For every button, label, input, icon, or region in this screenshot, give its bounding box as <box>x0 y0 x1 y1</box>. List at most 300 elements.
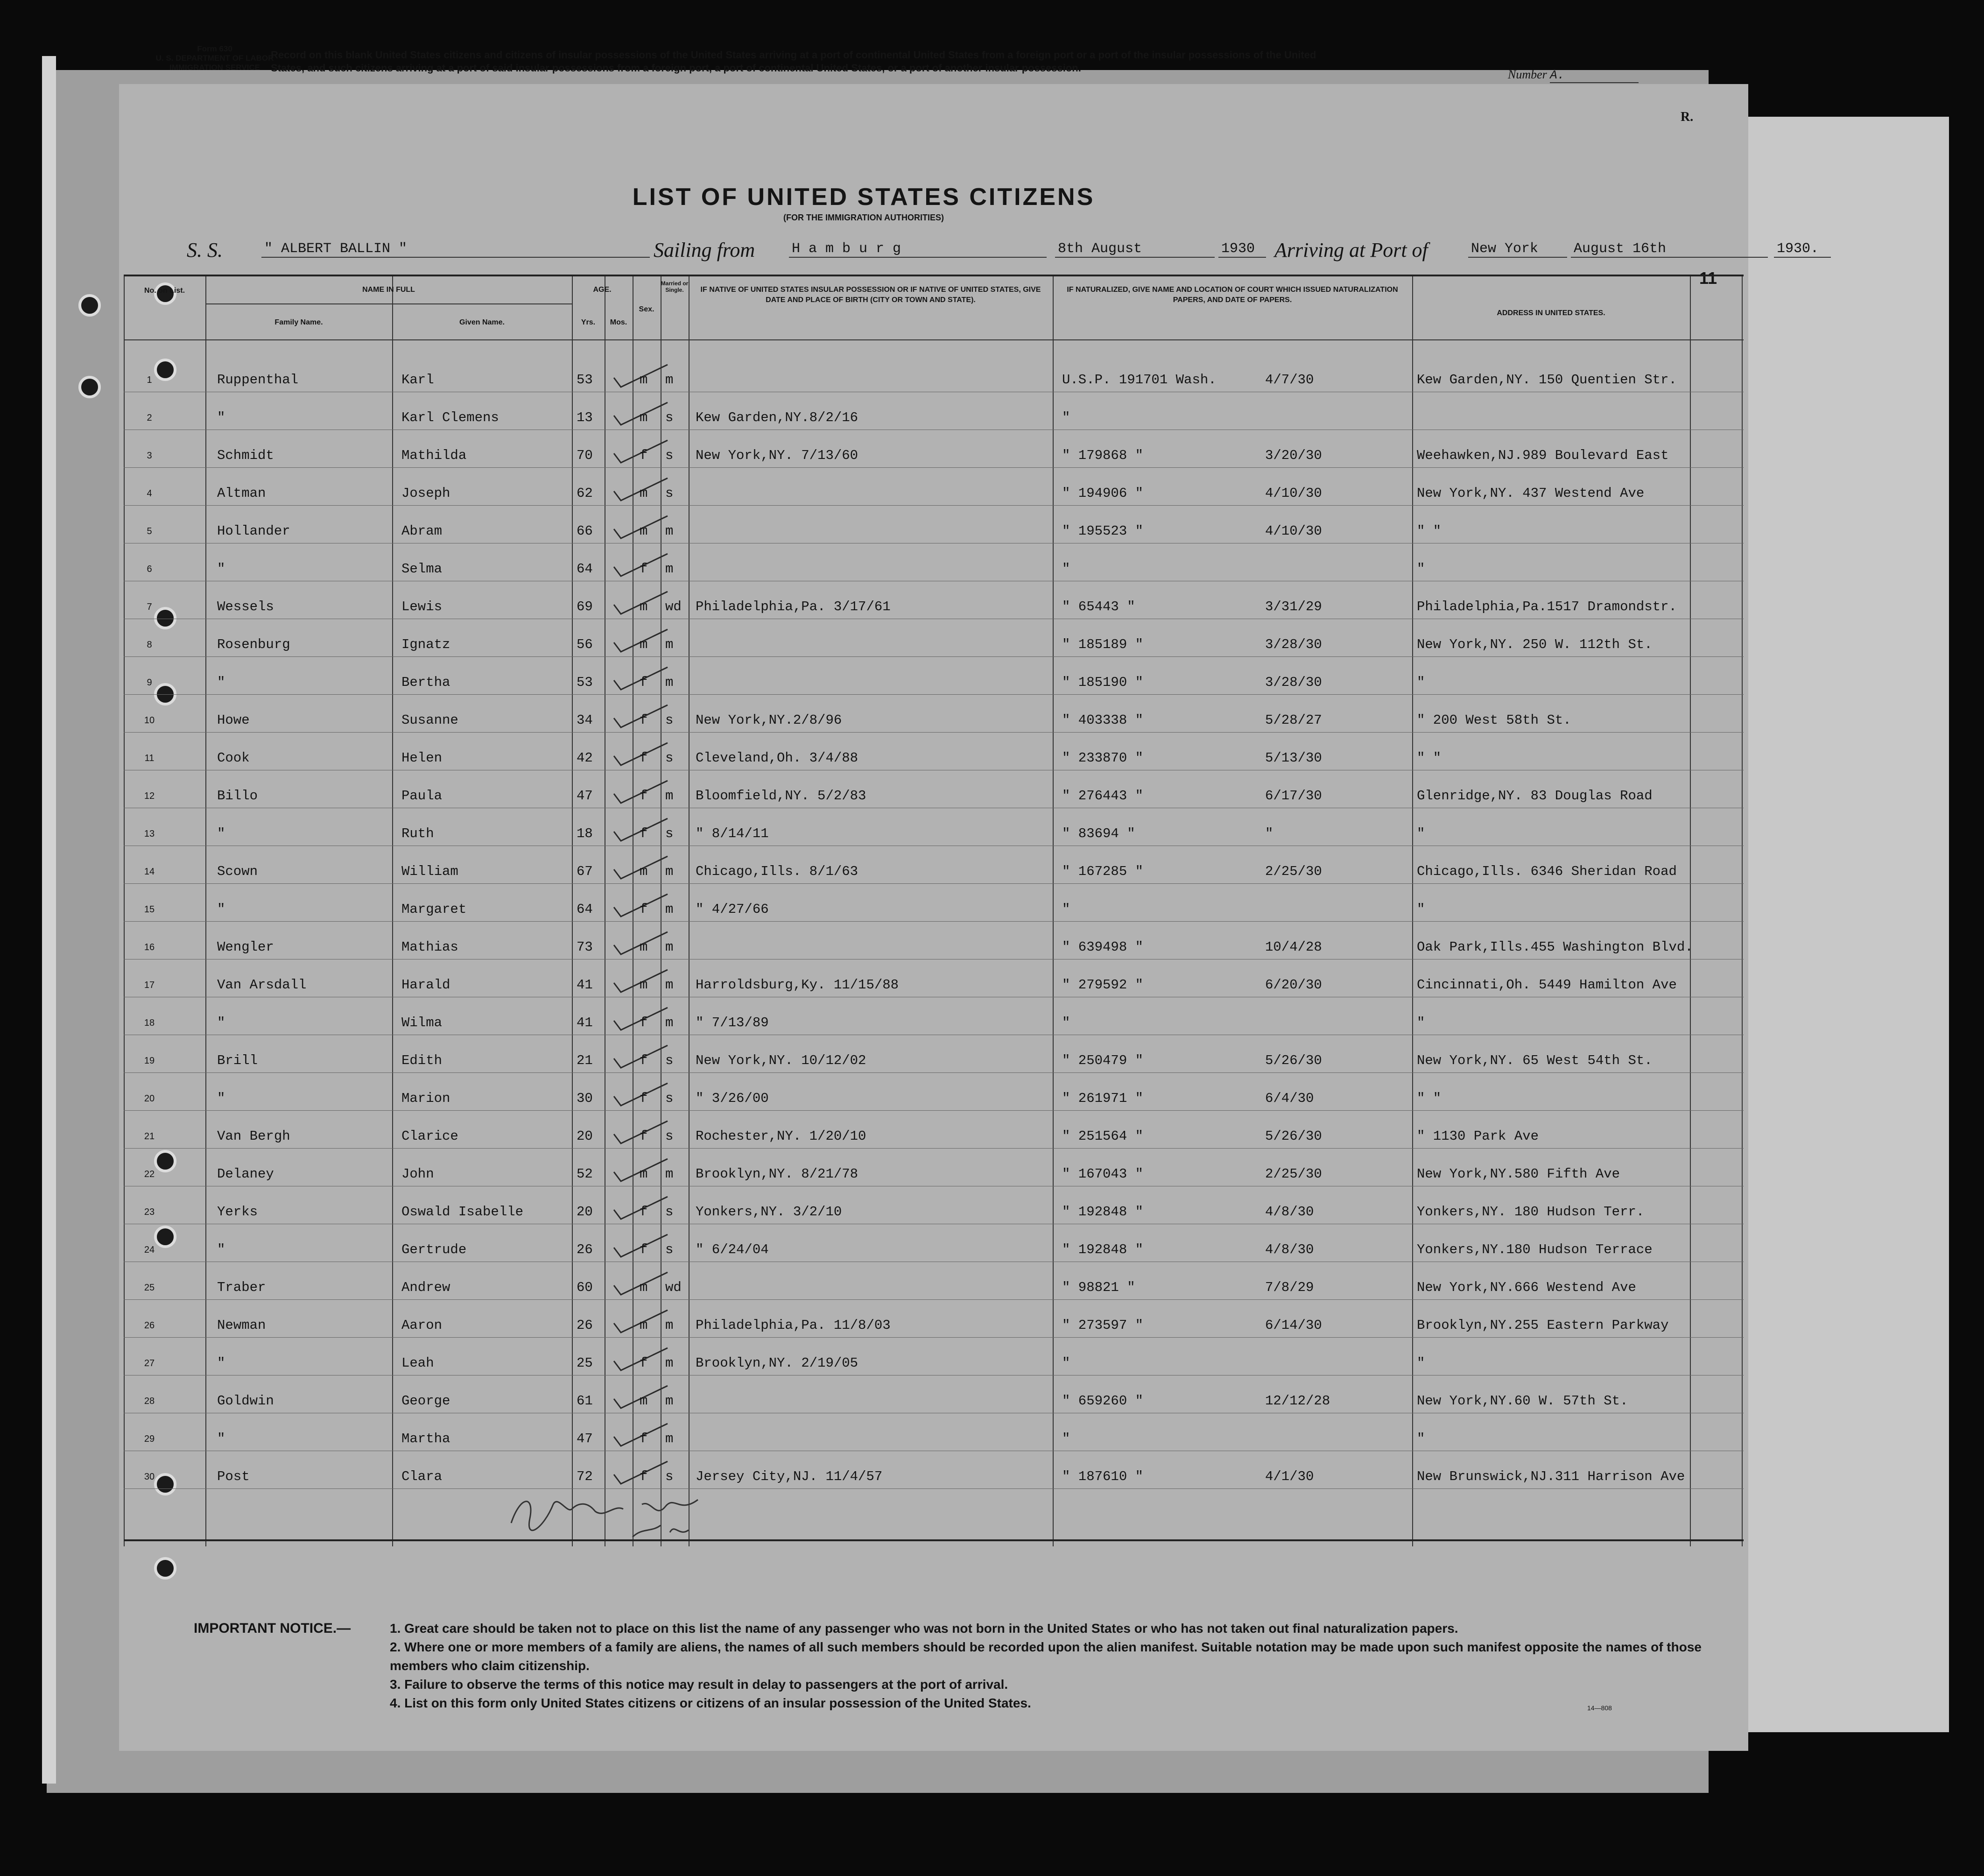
table-row <box>124 1280 1744 1298</box>
cell-date: 6/4/30 <box>1265 1091 1314 1106</box>
cell-ms: s <box>665 826 674 841</box>
cell-given: Margaret <box>401 902 467 917</box>
table-row <box>124 1469 1744 1488</box>
cell-no: 12 <box>144 791 155 801</box>
table-row <box>124 826 1744 845</box>
cell-given: Ruth <box>401 826 434 841</box>
cell-family: " <box>217 1355 225 1371</box>
cell-address: New York,NY.666 Westend Ave <box>1417 1280 1636 1295</box>
cell-age: 69 <box>577 599 593 614</box>
table-row <box>124 788 1744 807</box>
cell-ms: s <box>665 1469 674 1484</box>
cell-birth: Chicago,Ills. 8/1/63 <box>696 864 858 879</box>
cell-ms: wd <box>665 599 682 614</box>
cell-birth: Brooklyn,NY. 8/21/78 <box>696 1166 858 1182</box>
cell-birth: Rochester,NY. 1/20/10 <box>696 1128 866 1144</box>
cell-age: 64 <box>577 902 593 917</box>
cell-sex: m <box>640 939 648 955</box>
form-identifier <box>140 44 289 72</box>
page-subtitle: (FOR THE IMMIGRATION AUTHORITIES) <box>783 213 944 222</box>
cell-date: 3/28/30 <box>1265 675 1322 690</box>
header-mos: Mos. <box>610 318 627 326</box>
cell-court: " 185190 " <box>1062 675 1144 690</box>
cell-age: 56 <box>577 637 593 652</box>
cell-no: 10 <box>144 715 155 726</box>
cell-sex: f <box>640 1355 648 1371</box>
header-rule <box>124 339 1744 340</box>
departure-year: 1930 <box>1218 241 1266 258</box>
form-footnote: 14—808 <box>1587 1704 1612 1712</box>
cell-family: " <box>217 1091 225 1106</box>
cell-given: Bertha <box>401 675 450 690</box>
departure-date: 8th August <box>1055 241 1215 258</box>
cell-ms: m <box>665 1431 674 1446</box>
cell-date: 6/17/30 <box>1265 788 1322 804</box>
cell-ms: m <box>665 1318 674 1333</box>
ss-label: S. S. <box>187 239 223 261</box>
cell-family: Hollander <box>217 523 290 539</box>
cell-ms: s <box>665 1242 674 1257</box>
cell-birth: Harroldsburg,Ky. 11/15/88 <box>696 977 899 993</box>
cell-court: " 179868 " <box>1062 448 1144 463</box>
cell-no: 2 <box>147 413 152 423</box>
cell-age: 42 <box>577 750 593 766</box>
cell-no: 25 <box>144 1283 155 1293</box>
cell-family: Traber <box>217 1280 266 1295</box>
number-value: A. <box>1550 68 1639 83</box>
adjacent-page <box>1748 117 1949 1732</box>
cell-sex: f <box>640 826 648 841</box>
cell-family: " <box>217 561 225 577</box>
cell-date: 3/28/30 <box>1265 637 1322 652</box>
cell-age: 67 <box>577 864 593 879</box>
cell-address: New York,NY.60 W. 57th St. <box>1417 1393 1628 1409</box>
row-rule <box>124 1337 1744 1338</box>
cell-birth: " 4/27/66 <box>696 902 769 917</box>
cell-given: Edith <box>401 1053 443 1068</box>
cell-date: 4/10/30 <box>1265 523 1322 539</box>
cell-sex: m <box>640 372 648 388</box>
cell-family: Wengler <box>217 939 274 955</box>
cell-ms: m <box>665 675 674 690</box>
cell-birth: Bloomfield,NY. 5/2/83 <box>696 788 866 804</box>
header-sex: Sex. <box>639 305 654 313</box>
table-row <box>124 939 1744 958</box>
cell-age: 30 <box>577 1091 593 1106</box>
cell-ms: wd <box>665 1280 682 1295</box>
cell-no: 19 <box>144 1056 155 1066</box>
cell-court: " <box>1062 561 1070 577</box>
cell-age: 41 <box>577 1015 593 1030</box>
cell-court: " <box>1062 1431 1070 1446</box>
cell-given: Clara <box>401 1469 443 1484</box>
cell-given: Mathias <box>401 939 458 955</box>
notice-item: 2. Where one or more members of a family are aliens, the names of all such members should be recorded upon the alien manifest. Suitable notation may be made upon such manifest opposite the names of those members who claim citizenship. <box>390 1640 1702 1673</box>
cell-age: 62 <box>577 486 593 501</box>
cell-age: 64 <box>577 561 593 577</box>
cell-family: Delaney <box>217 1166 274 1182</box>
cell-court: " 83694 " <box>1062 826 1135 841</box>
cell-family: " <box>217 675 225 690</box>
row-rule <box>124 505 1744 506</box>
r-mark: R. <box>1681 110 1694 124</box>
cell-given: Marion <box>401 1091 450 1106</box>
cell-given: Andrew <box>401 1280 450 1295</box>
cell-address: " <box>1417 902 1425 917</box>
cell-ms: s <box>665 1091 674 1106</box>
cell-given: Susanne <box>401 712 458 728</box>
cell-ms: m <box>665 1015 674 1030</box>
cell-given: Paula <box>401 788 443 804</box>
cell-court: " 65443 " <box>1062 599 1135 614</box>
cell-family: Billo <box>217 788 258 804</box>
cell-date: 12/12/28 <box>1265 1393 1330 1409</box>
row-rule <box>124 921 1744 922</box>
cell-family: Post <box>217 1469 250 1484</box>
cell-no: 8 <box>147 640 152 650</box>
table-row <box>124 1318 1744 1336</box>
cell-ms: s <box>665 750 674 766</box>
number-label: Number <box>1508 68 1547 81</box>
cell-sex: f <box>640 902 648 917</box>
cell-age: 34 <box>577 712 593 728</box>
table-row <box>124 864 1744 882</box>
cell-court: " 187610 " <box>1062 1469 1144 1484</box>
cell-family: Wessels <box>217 599 274 614</box>
cell-ms: s <box>665 448 674 463</box>
cell-sex: f <box>640 561 648 577</box>
cell-ms: s <box>665 1053 674 1068</box>
cell-age: 73 <box>577 939 593 955</box>
cell-date: 4/8/30 <box>1265 1204 1314 1220</box>
cell-court: " 659260 " <box>1062 1393 1144 1409</box>
cell-given: Aaron <box>401 1318 443 1333</box>
cell-sex: m <box>640 864 648 879</box>
cell-address: " <box>1417 561 1425 577</box>
cell-age: 53 <box>577 675 593 690</box>
cell-family: Schmidt <box>217 448 274 463</box>
cell-age: 47 <box>577 1431 593 1446</box>
cell-birth: Yonkers,NY. 3/2/10 <box>696 1204 842 1220</box>
cell-sex: f <box>640 750 648 766</box>
cell-family: Howe <box>217 712 250 728</box>
row-rule <box>124 694 1744 695</box>
cell-no: 17 <box>144 980 155 990</box>
cell-family: Rosenburg <box>217 637 290 652</box>
cell-sex: m <box>640 637 648 652</box>
arrival-date: August 16th <box>1571 241 1768 258</box>
row-rule <box>124 467 1744 468</box>
cell-address: Oak Park,Ills.455 Washington Blvd. <box>1417 939 1693 955</box>
cell-birth: " 3/26/00 <box>696 1091 769 1106</box>
cell-ms: m <box>665 561 674 577</box>
table-row <box>124 1355 1744 1374</box>
cell-ms: s <box>665 410 674 425</box>
cell-given: Leah <box>401 1355 434 1371</box>
cell-birth: " 8/14/11 <box>696 826 769 841</box>
cell-sex: f <box>640 1053 648 1068</box>
cell-sex: m <box>640 1393 648 1409</box>
cell-court: " <box>1062 1355 1070 1371</box>
cell-court: " 276443 " <box>1062 788 1144 804</box>
service: IMMIGRATION SERVICE <box>169 63 260 72</box>
cell-no: 5 <box>147 526 152 536</box>
cell-sex: f <box>640 712 648 728</box>
cell-date: 3/20/30 <box>1265 448 1322 463</box>
cell-court: " 233870 " <box>1062 750 1144 766</box>
table-row <box>124 448 1744 466</box>
cell-ms: m <box>665 523 674 539</box>
cell-court: " 279592 " <box>1062 977 1144 993</box>
cell-birth: " 6/24/04 <box>696 1242 769 1257</box>
cell-sex: m <box>640 1318 648 1333</box>
cell-court: " 192848 " <box>1062 1242 1144 1257</box>
cell-court: " 403338 " <box>1062 712 1144 728</box>
cell-address: New York,NY. 65 West 54th St. <box>1417 1053 1653 1068</box>
cell-age: 66 <box>577 523 593 539</box>
cell-no: 21 <box>144 1131 155 1142</box>
cell-ms: m <box>665 902 674 917</box>
cell-birth: Philadelphia,Pa. 3/17/61 <box>696 599 891 614</box>
cell-given: Oswald Isabelle <box>401 1204 524 1220</box>
arriving-label: Arriving at Port of <box>1274 239 1428 261</box>
table-row <box>124 1128 1744 1147</box>
cell-ms: m <box>665 939 674 955</box>
header-name-in-full: NAME IN FULL <box>362 286 415 294</box>
page-title: LIST OF UNITED STATES CITIZENS <box>632 183 1095 211</box>
cell-ms: m <box>665 1166 674 1182</box>
cell-family: " <box>217 902 225 917</box>
table-row <box>124 977 1744 996</box>
form-number: Form 630 <box>197 44 232 53</box>
cell-age: 52 <box>577 1166 593 1182</box>
table-row <box>124 750 1744 769</box>
cell-age: 18 <box>577 826 593 841</box>
cell-date: 4/8/30 <box>1265 1242 1314 1257</box>
cell-given: Lewis <box>401 599 443 614</box>
cell-given: William <box>401 864 458 879</box>
cell-ms: m <box>665 1393 674 1409</box>
cell-family: Altman <box>217 486 266 501</box>
cell-sex: f <box>640 1469 648 1484</box>
cell-court: " 192848 " <box>1062 1204 1144 1220</box>
cell-birth: Jersey City,NJ. 11/4/57 <box>696 1469 883 1484</box>
cell-age: 72 <box>577 1469 593 1484</box>
table-row <box>124 599 1744 618</box>
cell-given: John <box>401 1166 434 1182</box>
cell-sex: f <box>640 448 648 463</box>
departure-port: H a m b u r g <box>789 241 1047 258</box>
notice-item: 3. Failure to observe the terms of this notice may result in delay to passengers at the port of arrival. <box>390 1677 1008 1692</box>
table-bottom-rule <box>124 1539 1744 1541</box>
cell-date: 5/26/30 <box>1265 1128 1322 1144</box>
cell-sex: f <box>640 788 648 804</box>
cell-birth: New York,NY. 10/12/02 <box>696 1053 866 1068</box>
cell-court: " 195523 " <box>1062 523 1144 539</box>
cell-court: " 639498 " <box>1062 939 1144 955</box>
table-row <box>124 1053 1744 1072</box>
cell-court: " 273597 " <box>1062 1318 1144 1333</box>
cell-sex: m <box>640 486 648 501</box>
cell-court: " 167043 " <box>1062 1166 1144 1182</box>
cell-date: 10/4/28 <box>1265 939 1322 955</box>
table-row <box>124 1242 1744 1261</box>
record-instructions: Record on this blank United States citizens and citizens of insular possessions of the United States arriving at a port of continental United States from a foreign port or a port of the insular possessions of the United States, and such citizens arriving at a port of said insular possessions from a foreign port, a port of continental United States, or a port of another insular possession. <box>271 49 1316 74</box>
cell-ms: m <box>665 788 674 804</box>
cell-no: 16 <box>144 942 155 952</box>
cell-date: 7/8/29 <box>1265 1280 1314 1295</box>
table-row <box>124 712 1744 731</box>
cell-family: " <box>217 410 225 425</box>
department: U. S. DEPARTMENT OF LABOR <box>155 54 274 63</box>
cell-no: 30 <box>144 1472 155 1482</box>
cell-ms: s <box>665 486 674 501</box>
arrival-year: 1930. <box>1774 241 1831 258</box>
cell-given: Abram <box>401 523 443 539</box>
cell-sex: f <box>640 1015 648 1030</box>
cell-family: Ruppenthal <box>217 372 299 388</box>
cell-no: 22 <box>144 1169 155 1179</box>
cell-family: Brill <box>217 1053 258 1068</box>
cell-age: 53 <box>577 372 593 388</box>
cell-given: Joseph <box>401 486 450 501</box>
cell-address: Brooklyn,NY.255 Eastern Parkway <box>1417 1318 1669 1333</box>
cell-date: 6/14/30 <box>1265 1318 1322 1333</box>
table-row <box>124 902 1744 920</box>
cell-court: " 185189 " <box>1062 637 1144 652</box>
cell-given: Harald <box>401 977 450 993</box>
cell-age: 61 <box>577 1393 593 1409</box>
header-native-birth: IF NATIVE OF UNITED STATES INSULAR POSSESSION OR IF NATIVE OF UNITED STATES, GIVE DATE AND PLACE OF BIRTH (CITY OR TOWN AND STATE). <box>700 286 1041 304</box>
cell-family: Van Bergh <box>217 1128 290 1144</box>
cell-address: New York,NY.580 Fifth Ave <box>1417 1166 1620 1182</box>
cell-given: Clarice <box>401 1128 458 1144</box>
cell-age: 41 <box>577 977 593 993</box>
cell-address: " 200 West 58th St. <box>1417 712 1571 728</box>
cell-address: New York,NY. 250 W. 112th St. <box>1417 637 1653 652</box>
cell-no: 28 <box>144 1396 155 1406</box>
cell-no: 1 <box>147 375 152 385</box>
cell-address: Weehawken,NJ.989 Boulevard East <box>1417 448 1669 463</box>
cell-address: Glenridge,NY. 83 Douglas Road <box>1417 788 1653 804</box>
cell-no: 3 <box>147 451 152 461</box>
cell-no: 29 <box>144 1434 155 1444</box>
cell-given: Gertrude <box>401 1242 467 1257</box>
cell-family: Van Arsdall <box>217 977 307 993</box>
cell-date: 3/31/29 <box>1265 599 1322 614</box>
cell-court: " <box>1062 902 1070 917</box>
table-row <box>124 1431 1744 1450</box>
punch-hole <box>78 376 101 398</box>
cell-birth: Philadelphia,Pa. 11/8/03 <box>696 1318 891 1333</box>
table-row <box>124 1204 1744 1223</box>
cell-no: 9 <box>147 677 152 688</box>
cell-sex: m <box>640 599 648 614</box>
cell-ms: s <box>665 712 674 728</box>
row-rule <box>124 732 1744 733</box>
cell-family: " <box>217 826 225 841</box>
cell-address: " 1130 Park Ave <box>1417 1128 1539 1144</box>
cell-address: Yonkers,NY. 180 Hudson Terr. <box>1417 1204 1645 1220</box>
cell-sex: f <box>640 1204 648 1220</box>
sailing-label: Sailing from <box>654 239 755 261</box>
arrival-port: New York <box>1468 241 1567 258</box>
row-rule <box>124 1072 1744 1073</box>
binder-edge <box>42 56 56 1784</box>
cell-date: 2/25/30 <box>1265 864 1322 879</box>
cell-family: " <box>217 1242 225 1257</box>
inspector-signature <box>502 1486 745 1542</box>
row-rule <box>124 883 1744 884</box>
cell-no: 18 <box>144 1018 155 1028</box>
cell-sex: m <box>640 1166 648 1182</box>
cell-no: 27 <box>144 1358 155 1368</box>
cell-given: Mathilda <box>401 448 467 463</box>
passenger-table <box>124 275 1744 1546</box>
header-address: ADDRESS IN UNITED STATES. <box>1497 309 1605 317</box>
cell-address: Chicago,Ills. 6346 Sheridan Road <box>1417 864 1677 879</box>
cell-court: U.S.P. 191701 Wash. <box>1062 372 1217 388</box>
cell-date: 5/28/27 <box>1265 712 1322 728</box>
cell-sex: f <box>640 675 648 690</box>
cell-sex: f <box>640 1128 648 1144</box>
cell-birth: Kew Garden,NY.8/2/16 <box>696 410 858 425</box>
cell-sex: m <box>640 523 648 539</box>
header-naturalized: IF NATURALIZED, GIVE NAME AND LOCATION OF COURT WHICH ISSUED NATURALIZATION PAPERS, AND DATE OF PAPERS. <box>1067 286 1398 304</box>
cell-given: Ignatz <box>401 637 450 652</box>
cell-date: 4/7/30 <box>1265 372 1314 388</box>
cell-no: 24 <box>144 1245 155 1255</box>
cell-age: 26 <box>577 1242 593 1257</box>
notice-item: 1. Great care should be taken not to place on this list the name of any passenger who was not born in the United States or who has not taken out final naturalization papers. <box>390 1621 1458 1636</box>
cell-address: Kew Garden,NY. 150 Quentien Str. <box>1417 372 1677 388</box>
cell-no: 11 <box>144 753 155 763</box>
header-rule <box>205 303 572 304</box>
cell-birth: Cleveland,Oh. 3/4/88 <box>696 750 858 766</box>
table-row <box>124 1166 1744 1185</box>
row-rule <box>124 1488 1744 1489</box>
cell-family: " <box>217 1431 225 1446</box>
cell-court: " 194906 " <box>1062 486 1144 501</box>
cell-birth: " 7/13/89 <box>696 1015 769 1030</box>
cell-address: " <box>1417 1355 1425 1371</box>
cell-no: 14 <box>144 867 155 877</box>
cell-date: 5/13/30 <box>1265 750 1322 766</box>
cell-sex: m <box>640 410 648 425</box>
cell-age: 26 <box>577 1318 593 1333</box>
cell-sex: m <box>640 1280 648 1295</box>
cell-given: Martha <box>401 1431 450 1446</box>
cell-no: 4 <box>147 488 152 499</box>
cell-age: 25 <box>577 1355 593 1371</box>
cell-address: Philadelphia,Pa.1517 Dramondstr. <box>1417 599 1677 614</box>
cell-ms: s <box>665 1204 674 1220</box>
cell-court: " 261971 " <box>1062 1091 1144 1106</box>
cell-court: " 98821 " <box>1062 1280 1135 1295</box>
cell-address: " <box>1417 1015 1425 1030</box>
ship-name: " ALBERT BALLIN " <box>261 241 650 258</box>
cell-address: " " <box>1417 523 1442 539</box>
cell-court: " 167285 " <box>1062 864 1144 879</box>
cell-birth: New York,NY.2/8/96 <box>696 712 842 728</box>
cell-family: " <box>217 1015 225 1030</box>
cell-address: Yonkers,NY.180 Hudson Terrace <box>1417 1242 1653 1257</box>
header-married-single: Married or Single. <box>661 280 689 293</box>
punch-hole <box>78 294 101 317</box>
cell-birth: Brooklyn,NY. 2/19/05 <box>696 1355 858 1371</box>
cell-sex: f <box>640 1242 648 1257</box>
cell-no: 15 <box>144 904 155 915</box>
